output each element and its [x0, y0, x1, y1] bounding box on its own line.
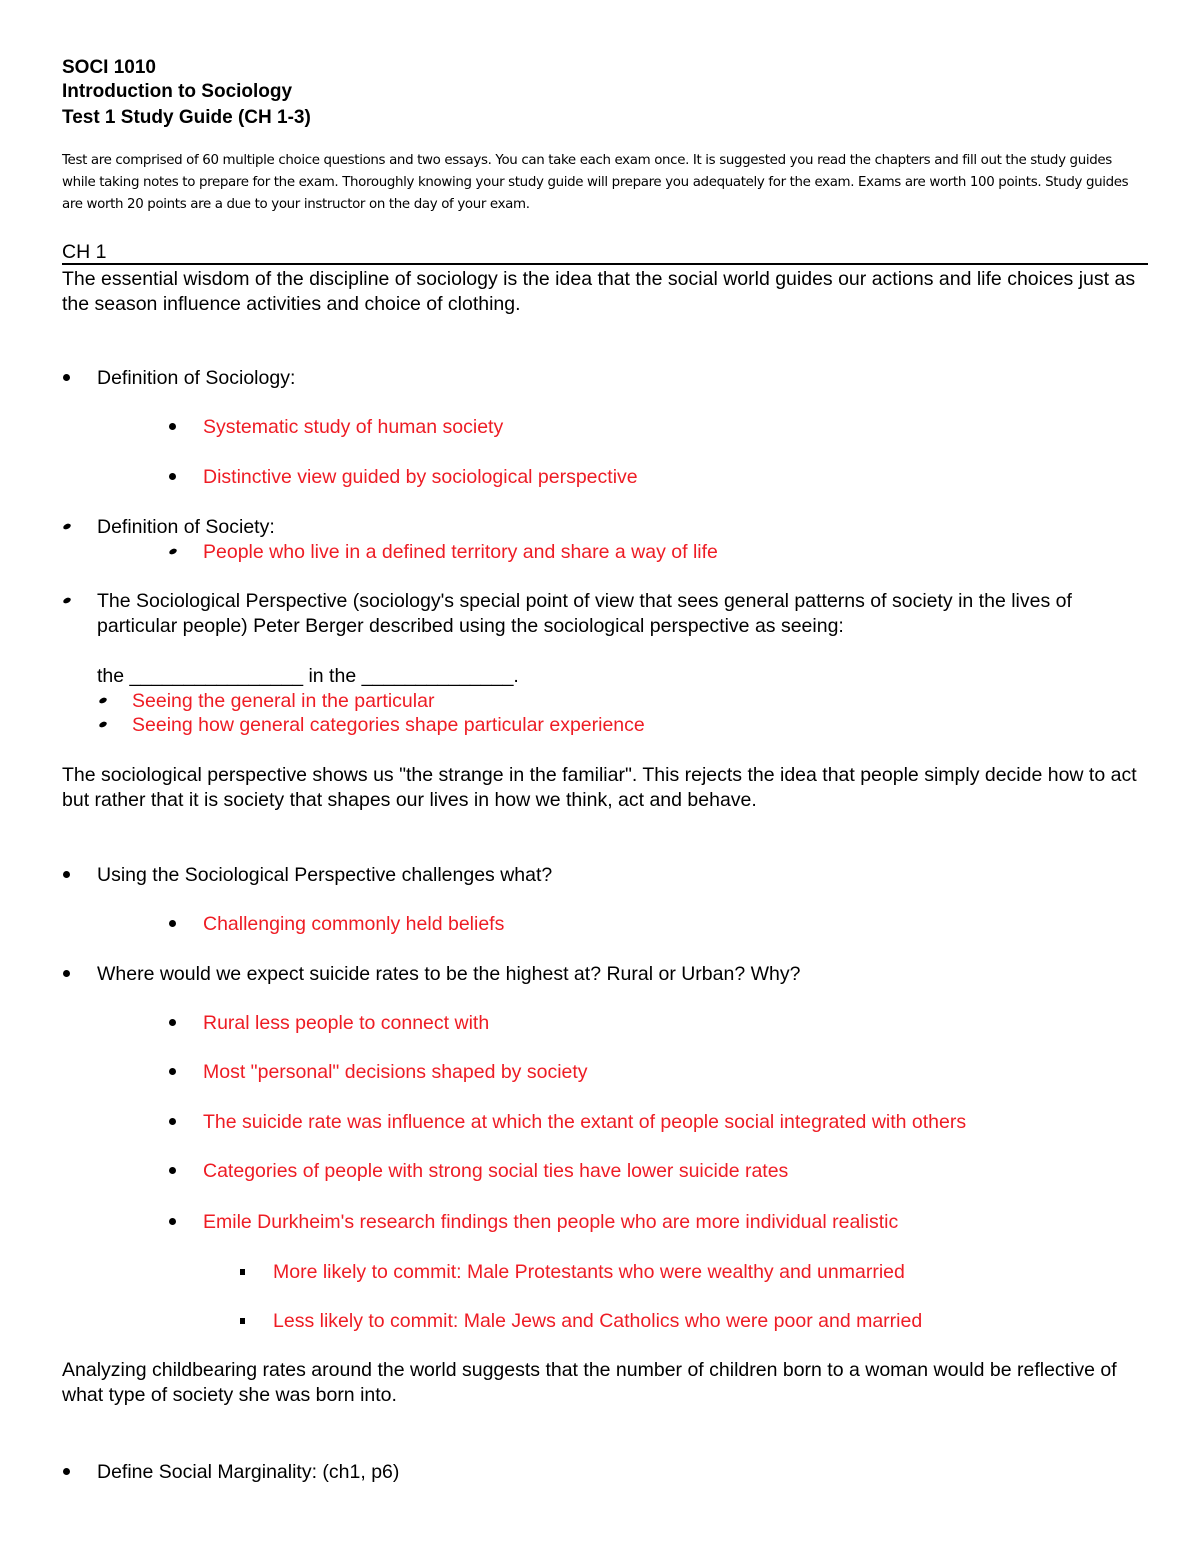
perspective-answer: Seeing how general categories shape particular experience: [132, 714, 645, 736]
course-code: SOCI 1010: [62, 57, 156, 78]
strange-in-familiar-paragraph: The sociological perspective shows us "the strange in the familiar". This rejects the idea that people simply decide how to act but rather that it is society that shapes our lives in how we think, act and behave.: [62, 764, 1137, 811]
society-answer: People who live in a defined territory and share a way of life: [203, 541, 718, 563]
bullet-icon: [169, 1218, 176, 1225]
childbearing-paragraph: Analyzing childbearing rates around the world suggests that the number of children born to a woman would be reflective of what type of society she was born into.: [62, 1359, 1117, 1406]
intro-paragraph: Test are comprised of 60 multiple choice questions and two essays. You can take each exam once. It is suggested you read the chapters and fill out the study guides while taking notes to prepare for the exam. Thoroughly knowing your study guide will prepare you adequately for the exam. Exams are worth 100 points. Study guides are worth 20 points are a due to your instructor on the day of your exam.: [62, 153, 1129, 212]
challenges-prompt: Using the Sociological Perspective challenges what?: [97, 864, 553, 886]
suicide-answer: Most "personal" decisions shaped by society: [203, 1061, 588, 1083]
perspective-answer: Seeing the general in the particular: [132, 690, 435, 712]
sociology-answer: Distinctive view guided by sociological perspective: [203, 466, 638, 488]
bullet-icon: [63, 1468, 70, 1475]
bullet-icon: [63, 871, 70, 878]
chapter-label: CH 1: [62, 241, 107, 263]
bullet-icon: [169, 1118, 176, 1125]
bullet-icon: [63, 374, 70, 381]
challenges-answer: Challenging commonly held beliefs: [203, 913, 505, 935]
bullet-icon: [63, 970, 70, 977]
bullet-icon: [169, 1068, 176, 1075]
definition-of-society-prompt: Definition of Society:: [97, 516, 275, 538]
bullet-icon: [62, 597, 71, 605]
sociology-answer: Systematic study of human society: [203, 416, 504, 438]
definition-of-sociology-prompt: Definition of Sociology:: [97, 367, 296, 389]
guide-title: Test 1 Study Guide (CH 1-3): [62, 107, 311, 128]
essential-wisdom-paragraph: The essential wisdom of the discipline of sociology is the idea that the social world guides our actions and life choices just as the season influence activities and choice of clothing.: [62, 268, 1136, 315]
chapter-divider: [62, 263, 1148, 265]
suicide-answer: Rural less people to connect with: [203, 1012, 490, 1034]
bullet-icon: [62, 523, 71, 531]
suicide-answer: Categories of people with strong social ties have lower suicide rates: [203, 1160, 789, 1182]
suicide-answer: The suicide rate was influence at which the extant of people social integrated with others: [203, 1111, 967, 1133]
square-bullet-icon: [240, 1269, 245, 1275]
bullet-icon: [98, 721, 107, 729]
fill-in-blank-line: the ________________ in the ______________.: [97, 665, 519, 687]
suicide-sub-answer: Less likely to commit: Male Jews and Catholics who were poor and married: [273, 1310, 923, 1332]
bullet-icon: [168, 548, 177, 556]
bullet-icon: [98, 697, 107, 705]
bullet-icon: [169, 1167, 176, 1174]
bullet-icon: [169, 473, 176, 480]
bullet-icon: [169, 423, 176, 430]
course-name: Introduction to Sociology: [62, 81, 293, 102]
square-bullet-icon: [240, 1318, 245, 1324]
suicide-sub-answer: More likely to commit: Male Protestants who were wealthy and unmarried: [273, 1261, 905, 1283]
suicide-answer: Emile Durkheim's research findings then people who are more individual realistic: [203, 1211, 899, 1233]
bullet-icon: [169, 1019, 176, 1026]
sociological-perspective-prompt: The Sociological Perspective (sociology's special point of view that sees general patterns of society in the lives of particular people) Peter Berger described using the sociological perspective as seeing:: [97, 590, 1072, 637]
social-marginality-prompt: Define Social Marginality: (ch1, p6): [97, 1461, 400, 1483]
bullet-icon: [169, 920, 176, 927]
suicide-rates-prompt: Where would we expect suicide rates to be the highest at? Rural or Urban? Why?: [97, 963, 801, 985]
